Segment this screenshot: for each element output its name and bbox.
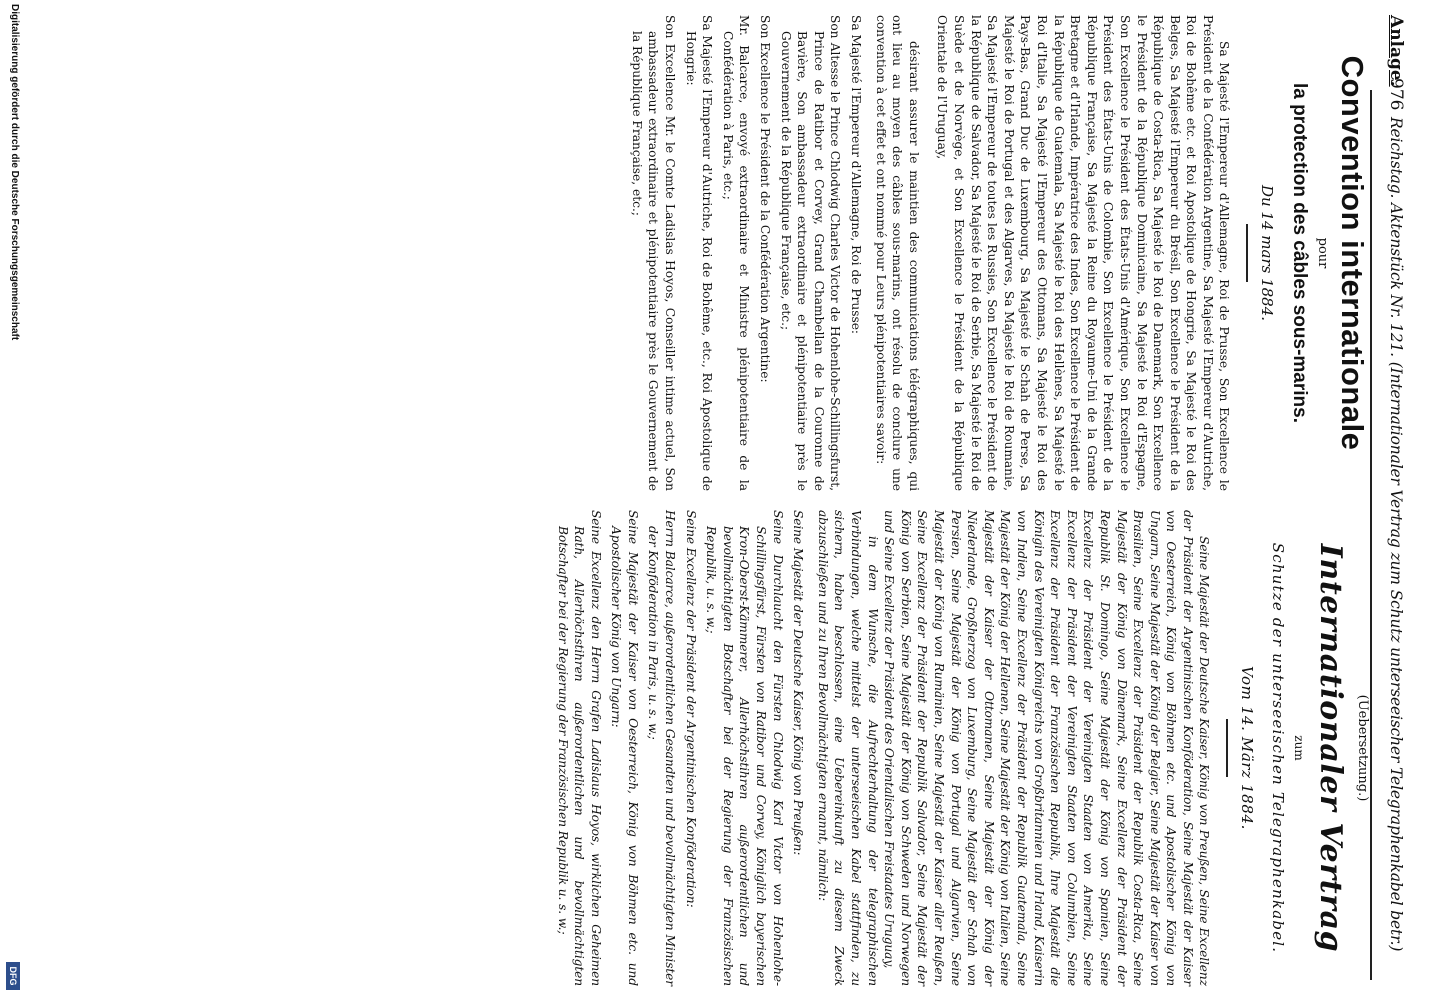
- page-number: 976: [1386, 78, 1406, 111]
- running-title: Reichstag. Aktenstück Nr. 121. (Internationaler Vertrag zum Schutz unterseeischer Telegraphenkabel betr.): [1387, 117, 1405, 952]
- french-plenipotentiaries: [628, 15, 864, 491]
- french-plen-party: Sa Majesté l'Empereur d'Allemagne, Roi de Prusse:: [849, 15, 864, 335]
- french-date: Du 14 mars 1884.: [1258, 184, 1276, 322]
- german-column: [550, 510, 1372, 986]
- french-plen-party: Son Excellence le Président de la Confédération Argentine:: [758, 15, 773, 383]
- german-preamble: Seine Majestät der Deutsche Kaiser, König von Preußen, Seine Excellenz der Präsident der Argentinischen Konföderation, Seine Majestät der Kaiser von Oesterreich, König von Böhmen etc. und Apostolischer König von Ungarn, Seine Majestät der König der Belgier, Seine Majestät der Kaiser von Brasilien, Seine Excellenz der Präsident der Republik Costa-Rica, Seine Majestät der König von Dänemark, Seine Excellenz der Präsident der Republik St. Domingo, Seine Majestät der König von Spanien, Seine Excellenz der Präsident der Vereinigten Staaten von Amerika, Seine Excellenz der Präsident der Vereinigten Staaten von Columbien, Seine Excellenz der Präsident der Französischen Republik, Ihre Majestät die Königin des Vereinigten Königreichs von Großbritannien und Irland, Kaiserin von Indien, Seine Excellenz der Präsident der Republik Guatemala, Seine Majestät der König der Hellenen, Seine Majestät der König von Italien, Seine Majestät der Kaiser der Ottomanen, Seine Majestät der König der Niederlande, Großherzog von Luxemburg, Seine Majestät der Schah von Persien, Seine Majestät der König von Portugal und Algarvien, Seine Majestät der König von Rumänien, Seine Majestät der Kaiser aller Reußen, Seine Excellenz der Präsident der Republik Salvador, Seine Majestät der König von Serbien, Seine Majestät der König von Schweden und Norwegen und Seine Excellenz der Präsident des Orientalischen Freistaates Uruguay,: [882, 510, 1212, 986]
- running-header: [1374, 5, 1418, 985]
- french-plen-delegate: Son Altesse le Prince Chlodwig Charles Victor de Hohenlohe-Schillingsfurst, Prince de Ratibor et Corvey, Grand Chambellan de la Couronne de Bavière, Son ambassadeur extraordinaire et plénipotentiaire près le Gouvernement de la République Française, etc.;: [778, 15, 843, 491]
- german-body: [554, 510, 1213, 986]
- german-resolution: in dem Wunsche, die Aufrechterhaltung der telegraphischen Verbindungen, welche mittelst der unterseeischen Kabel stattfinden, zu sichern, haben beschlossen, eine Uebereinkunft zu diesem Zweck abzuschließen und zu Ihren Bevollmächtigten ernannt, nämlich:: [815, 510, 880, 986]
- footer-text: Digitalisierung gefördert durch die Deutsche Forschungsgemeinschaft: [9, 4, 20, 341]
- german-plen-party: Seine Majestät der Deutsche Kaiser, König von Preußen:: [791, 510, 806, 856]
- german-subtitle: Schutze der unterseeischen Telegraphenkabel.: [1269, 542, 1287, 954]
- french-body: [628, 15, 1232, 491]
- french-title-rule: [1247, 224, 1249, 282]
- french-title: Convention internationale: [1335, 55, 1370, 451]
- german-plen-party: Seine Excellenz der Präsident der Argentinischen Konföderation:: [683, 510, 698, 908]
- digitization-footer: [4, 4, 20, 996]
- german-plen-delegate: Seine Excellenz den Herrn Grafen Ladislaus Hoyos, wirklichen Geheimen Rath, Allerhöchstihren außerordentlichen und bevollmächtigten Botschafter bei der Regierung der Französischen Republik u. s. w.;: [555, 510, 603, 986]
- french-plen-party: Sa Majesté l'Empereur d'Autriche, Roi de Bohême, etc., Roi Apostolique de Hongrie:: [683, 15, 715, 491]
- french-plen-delegate: Son Excellence Mr. le Comte Ladislas Hoyos, Conseiller intime actuel, Son ambassadeur extraordinaire et plénipotentiaire près le Gouvernement de la République Française, etc.;: [629, 15, 678, 491]
- french-pour: pour: [1315, 237, 1330, 269]
- french-preamble: Sa Majesté l'Empereur d'Allemagne, Roi de Prusse, Son Excellence le Président de la Confédération Argentine, Sa Majesté l'Empereur d'Autriche, Roi de Bohême etc. et Roi Apostolique de Hongrie, Sa Majesté le Roi des Belges, Sa Majesté l'Empereur du Brésil, Son Excellence le Président de la République de Costa-Rica, Sa Majesté le Roi de Danemark, Son Excellence le Président de la République Dominicaine, Sa Majesté le Roi d'Espagne, Son Excellence le Président des États-Unis d'Amérique, Son Excellence le Président des États-Unis de Colombie, Son Excellence le Président de la République Française, Sa Majesté la Reine du Royaume-Uni de la Grande Bretagne et d'Irlande, Impératrice des Indes, Son Excellence le Président de la République de Guatemala, Sa Majesté le Roi des Hellènes, Sa Majesté le Roi d'Italie, Sa Majesté l'Empereur des Ottomans, Sa Majesté le Roi des Pays-Bas, Grand Duc de Luxembourg, Sa Majesté le Schah de Perse, Sa Majesté le Roi de Portugal et des Algarves, Sa Majesté le Roi de Roumanie, Sa Majesté l'Empereur de toutes les Russies, Son Excellence le Président de la République de Salvador, Sa Majesté le Roi de Serbie, Sa Majesté le Roi de Suède et de Norvège, et Son Excellence le Président de la République Orientale de l'Uruguay,: [935, 15, 1232, 491]
- german-date: Vom 14. März 1884.: [1238, 666, 1256, 830]
- german-uebersetzung: (Uebersetzung.): [1355, 694, 1370, 802]
- german-plenipotentiaries: [554, 510, 806, 986]
- german-plen-delegate: Herrn Balcarce, außerordentlichen Gesandten und bevollmächtigten Minister der Konföderation in Paris, u. s. w.;: [646, 510, 678, 986]
- french-column: [624, 15, 1372, 491]
- french-plen-delegate: Mr. Balcarce, envoyé extraordinaire et Ministre plénipotentiaire de la Confédération à Paris, etc.;: [720, 15, 752, 491]
- german-title: Internationaler Vertrag: [1313, 543, 1348, 953]
- dfg-logo: DFG: [6, 962, 20, 990]
- german-zum: zum: [1292, 735, 1306, 761]
- french-resolution: désirant assurer le maintien des communications télégraphiques, qui ont lieu au moyen des câbles sous-marins, ont résolu de conclure une convention à cet effet et ont nommé pour Leurs plénipotentiaires savoir:: [873, 15, 921, 491]
- german-title-rule: [1227, 719, 1229, 777]
- german-plen-delegate: Seine Durchlaucht den Fürsten Chlodwig Karl Victor von Hohenlohe-Schillingsfürst, Fürsten von Ratibor und Corvey, Königlich bayerischen Kron-Oberst-Kämmerer, Allerhöchstihren außerordentlichen und bevollmächtigten Botschafter bei der Regierung der Französischen Republik, u. s. w.;: [704, 510, 785, 986]
- german-plen-party: Seine Majestät der Kaiser von Oesterreich, König von Böhmen etc. und Apostolischer König von Ungarn:: [609, 510, 640, 986]
- anlage-label: Anlage.: [1386, 15, 1406, 87]
- french-subtitle: la protection des câbles sous-marins.: [1289, 83, 1310, 423]
